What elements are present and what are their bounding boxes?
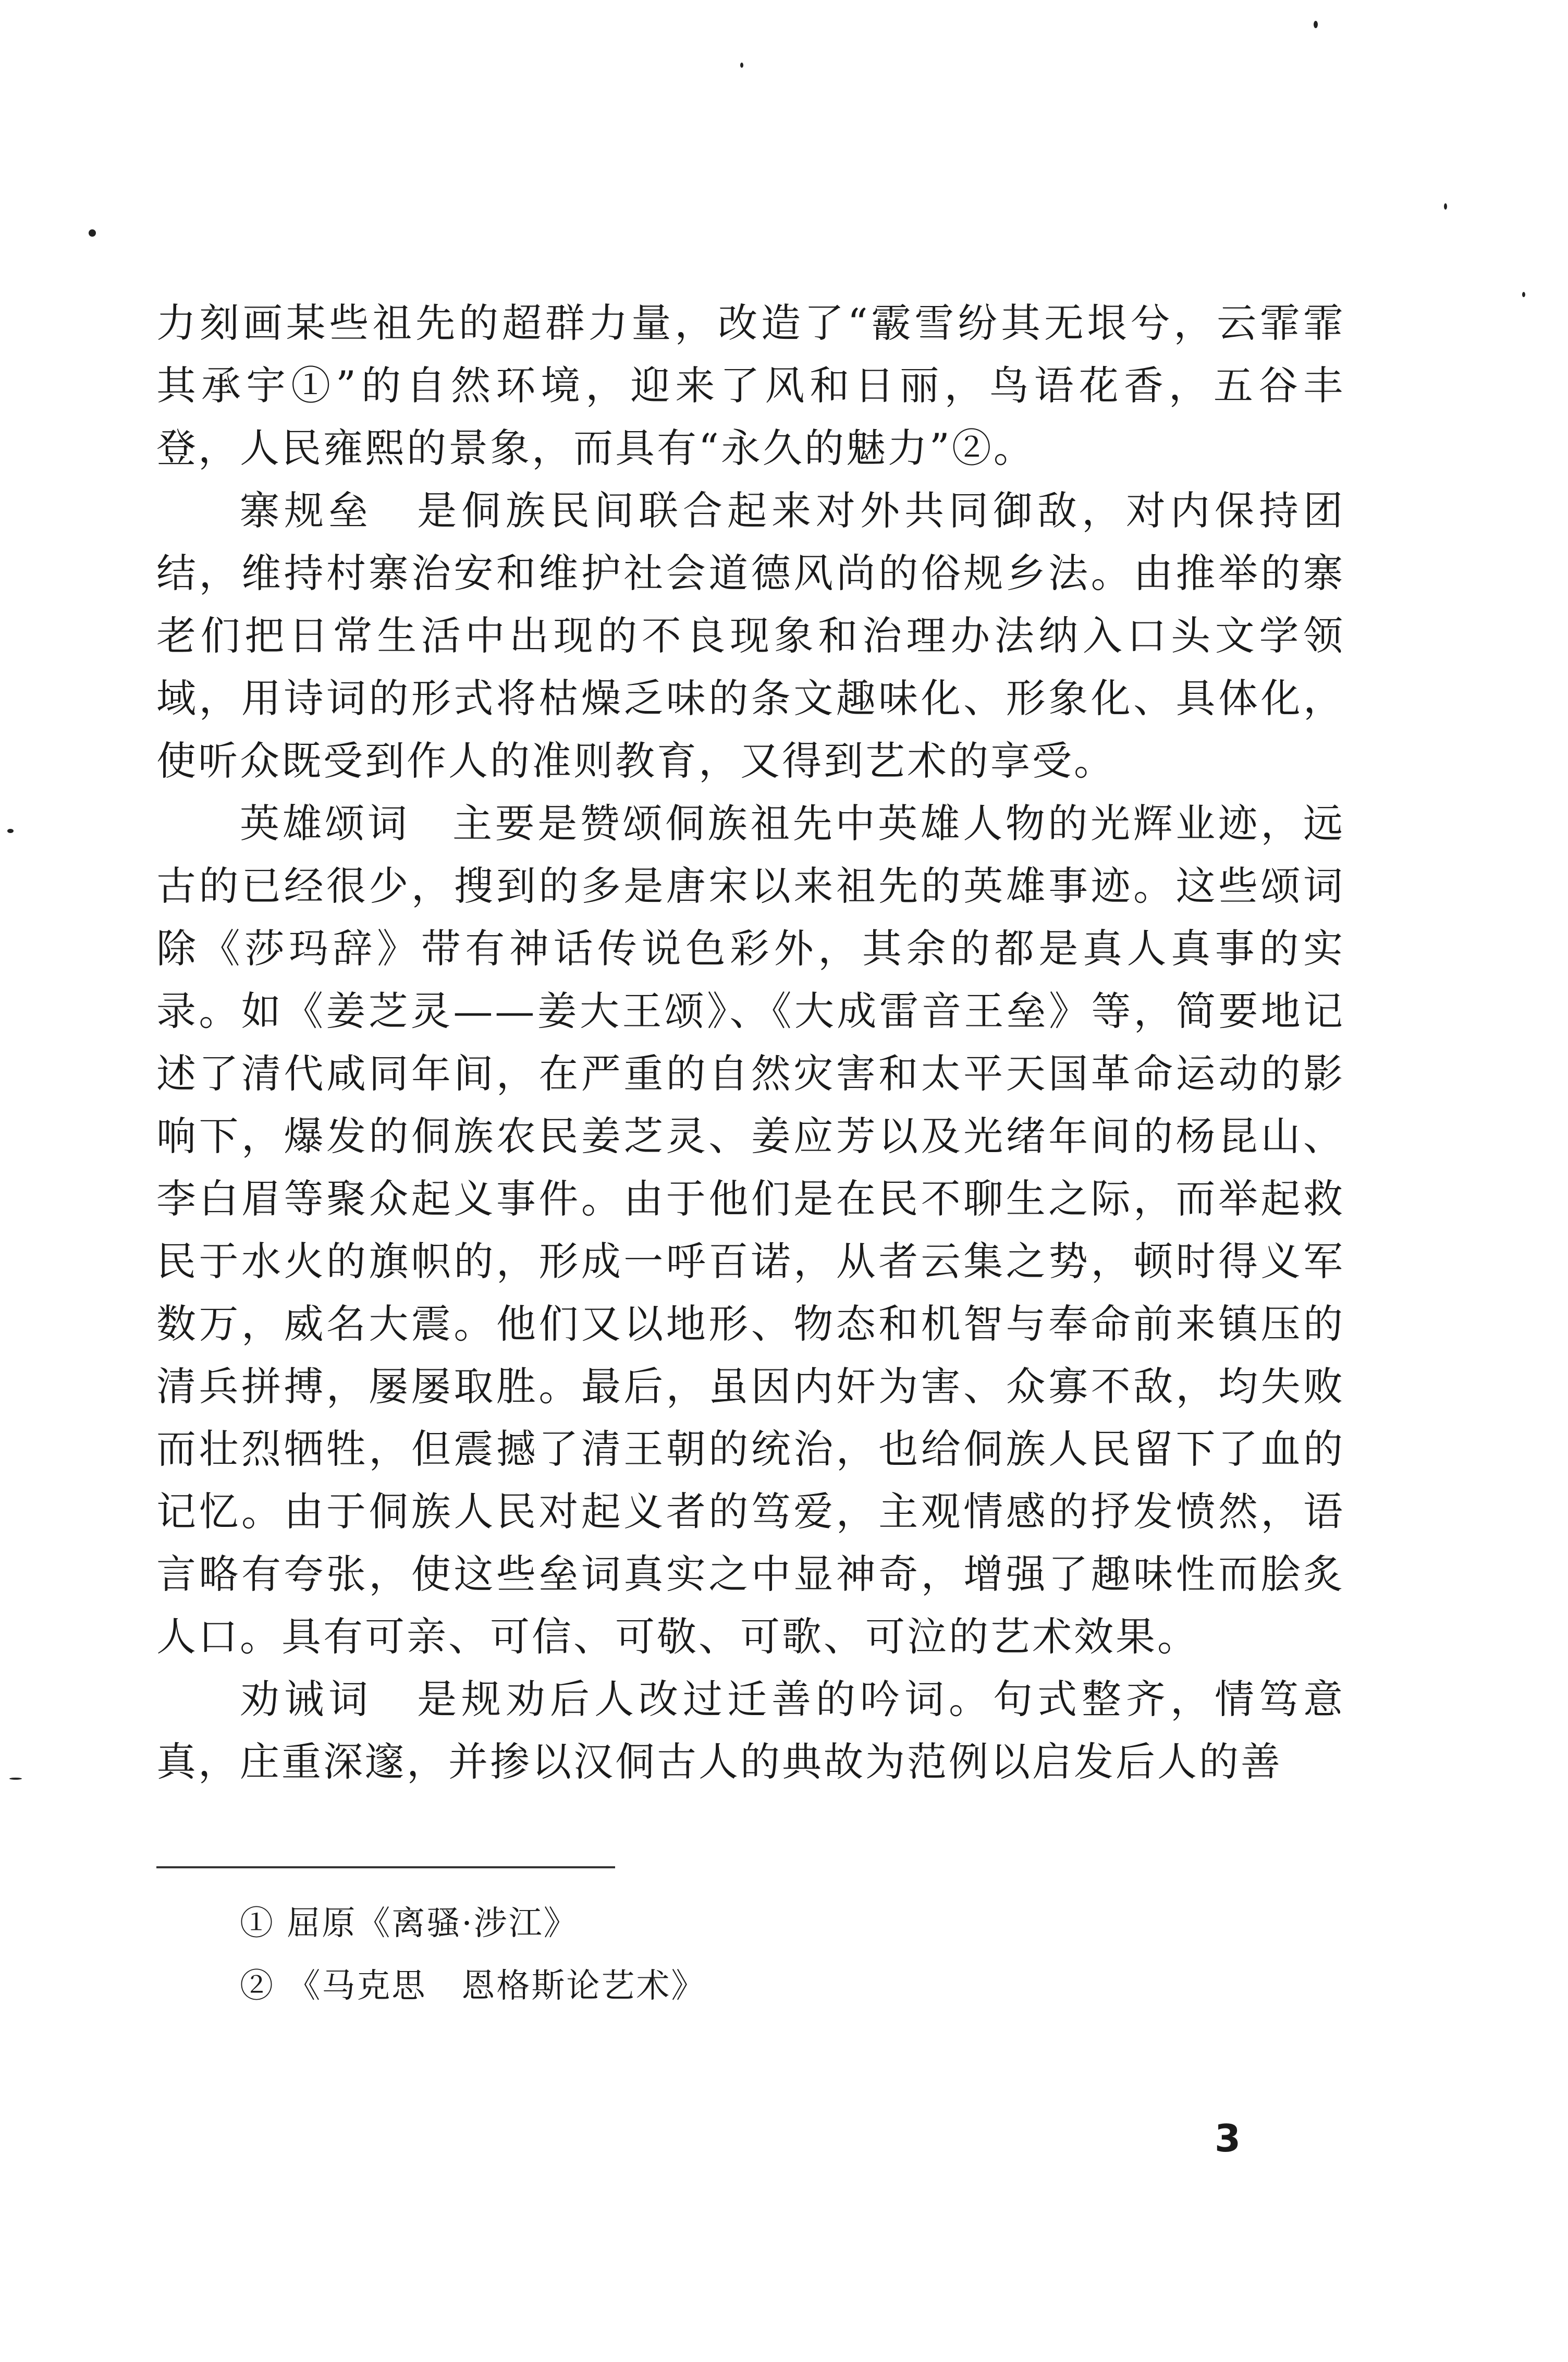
paragraph-hero-eulogy: 英雄颂词 主要是赞颂侗族祖先中英雄人物的光辉业迹，远古的已经很少，搜到的多是唐宋以来祖先的英雄事迹。这些颂词除《莎玛辞》带有神话传说色彩外，其余的都是真人真事的实录。如《姜芝灵——姜大王颂》、《大成雷音王垒》等，简要地记述了清代咸同年间，在严重的自然灾害和太平天国革命运动的影响下，爆发的侗族农民姜芝灵、姜应芳以及光绪年间的杨昆山、李白眉等聚众起义事件。由于他们是在民不聊生之际，而举起救民于水火的旗帜的，形成一呼百诺，从者云集之势，顿时得义军数万，威名大震。他们又以地形、物态和机智与奉命前来镇压的清兵拼搏，屡屡取胜。最后，虽因内奸为害、众寡不敌，均失败而壮烈牺牲，但震撼了清王朝的统治，也给侗族人民留下了血的记忆。由于侗族人民对起义者的笃爱，主观情感的抒发愤然，语言略有夸张，使这些垒词真实之中显神奇，增强了趣味性而脍炙人口。具有可亲、可信、可敬、可歌、可泣的艺术效果。 xyxy=(156,800,1345,1660)
page-number: 3 xyxy=(1215,2116,1241,2160)
body-text xyxy=(156,292,1345,1793)
scan-speck xyxy=(7,829,14,833)
footnotes xyxy=(240,1892,1074,2017)
scan-speck xyxy=(1444,203,1447,210)
paragraph-admonition: 劝诫词 是规劝后人改过迁善的吟词。句式整齐，情笃意真，庄重深邃，并掺以汉侗古人的典故为范例以启发后人的善 xyxy=(156,1676,1345,1785)
scan-speck xyxy=(740,63,743,68)
scan-speck xyxy=(1522,292,1525,297)
scan-speck xyxy=(1314,21,1318,28)
paragraph-continuation: 力刻画某些祖先的超群力量，改造了“霰雪纷其无垠兮，云霏霏其承宇①”的自然环境，迎来了风和日丽，鸟语花香，五谷丰登，人民雍熙的景象，而具有“永久的魅力”②。 xyxy=(156,300,1345,471)
footnote-1: ① 屈原《离骚·涉江》 xyxy=(240,1904,579,1943)
scan-speck xyxy=(89,229,96,237)
scan-speck xyxy=(9,1778,22,1780)
footnote-divider xyxy=(156,1866,615,1868)
paragraph-zhaiguilei: 寨规垒 是侗族民间联合起来对外共同御敌，对内保持团结，维持村寨治安和维护社会道德风尚的俗规乡法。由推举的寨老们把日常生活中出现的不良现象和治理办法纳入口头文学领域，用诗词的形式将枯燥乏味的条文趣味化、形象化、具体化，使听众既受到作人的准则教育，又得到艺术的享受。 xyxy=(156,487,1345,784)
footnote-2: ② 《马克思 恩格斯论艺术》 xyxy=(240,1967,706,2005)
